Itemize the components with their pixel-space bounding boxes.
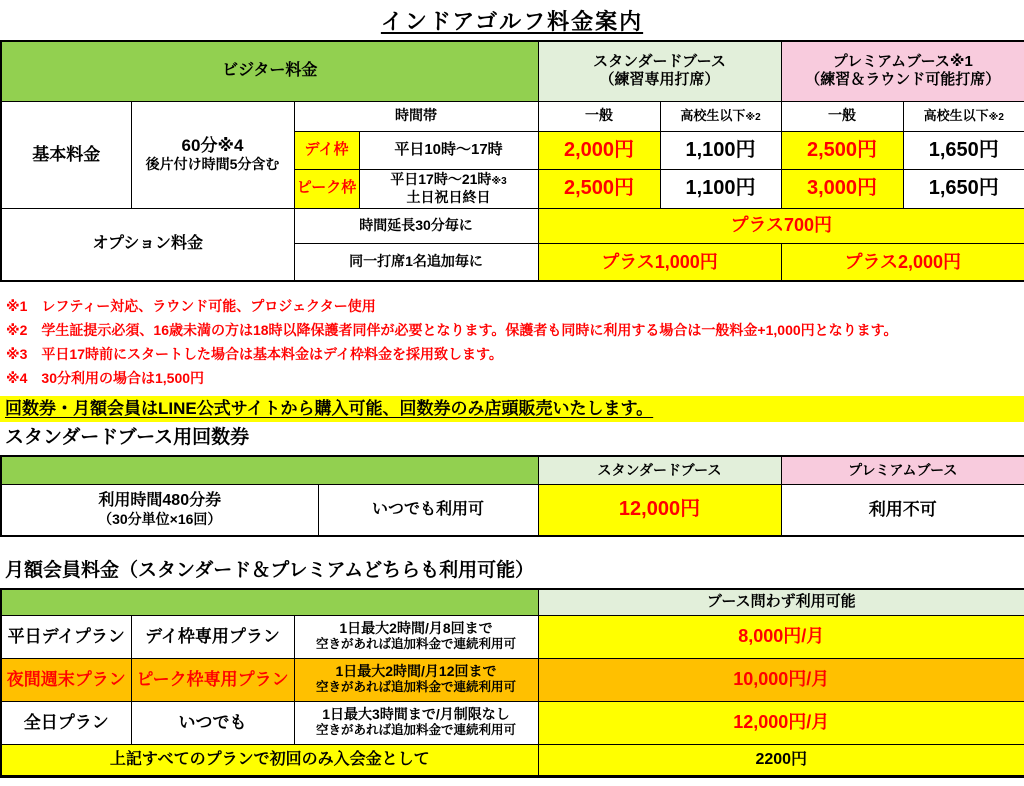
basic-fee-label: 基本料金 (1, 101, 131, 208)
plan-row-all-day (1, 701, 1024, 744)
plan-price: 10,000円/月 (538, 658, 1024, 701)
ticket-book-table (0, 455, 1024, 537)
option-fee-label: オプション料金 (1, 208, 294, 281)
ticket-name-cell (1, 484, 318, 536)
std-general-header: 一般 (538, 101, 660, 131)
extra-person-label: 同一打席1名追加毎に (294, 243, 538, 281)
prm-general-header: 一般 (781, 101, 903, 131)
day-prm-general-price: 2,500円 (781, 131, 903, 169)
premium-booth-header (781, 41, 1024, 101)
premium-booth-title: プレミアムブース※1 (832, 52, 973, 70)
day-slot-label: デイ枠 (294, 131, 359, 169)
footnote-1: ※1 レフティー対応、ラウンド可能、プロジェクター使用 (6, 298, 376, 314)
footnote-2: ※2 学生証提示必須、16歳未満の方は18時以降保護者同伴が必要となります。保護者も同時に利用する場合は一般料金+1,000円となります。 (6, 322, 898, 338)
day-prm-student-price: 1,650円 (903, 131, 1024, 169)
ticket-premium-header: プレミアムブース (781, 456, 1024, 484)
enrollment-fee-label: 上記すべてのプランで初回のみ入会金として (1, 744, 538, 776)
plan-type: ピーク枠専用プラン (131, 658, 294, 701)
plan-name: 全日プラン (1, 701, 131, 744)
ticket-availability: いつでも利用可 (318, 484, 538, 536)
prm-student-header: 高校生以下※2 (903, 101, 1024, 131)
ticket-premium-price: 利用不可 (781, 484, 1024, 536)
basic-duration-note: 後片付け時間5分含む (145, 156, 280, 173)
plan-name: 平日デイプラン (1, 615, 131, 658)
ticket-name-sub: （30分単位×16回） (98, 511, 222, 527)
std-student-header: 高校生以下※2 (660, 101, 781, 131)
plan-limit-cell: 1日最大3時間まで/月制限なし 空きがあれば追加料金で連続利用可 (294, 701, 538, 744)
extension-label: 時間延長30分毎に (294, 208, 538, 243)
standard-booth-subtitle: （練習専用打席） (599, 71, 720, 89)
ticket-header-spacer (1, 456, 538, 484)
plan-row-night-weekend (1, 658, 1024, 701)
standard-booth-header (538, 41, 781, 101)
purchase-info-banner: 回数券・月額会員はLINE公式サイトから購入可能、回数券のみ店頭販売いたします。 (0, 396, 1024, 422)
plan-type: いつでも (131, 701, 294, 744)
monthly-booth-header: ブース問わず利用可能 (538, 589, 1024, 615)
peak-prm-general-price: 3,000円 (781, 169, 903, 208)
ticket-name: 利用時間480分券 (98, 492, 222, 509)
peak-slot-label: ピーク枠 (294, 169, 359, 208)
peak-prm-student-price: 1,650円 (903, 169, 1024, 208)
basic-duration-cell (131, 101, 294, 208)
extra-person-std-price: プラス1,000円 (538, 243, 781, 281)
visitor-fee-header: ビジター料金 (1, 41, 538, 101)
plan-type: デイ枠専用プラン (131, 615, 294, 658)
day-std-student-price: 1,100円 (660, 131, 781, 169)
extension-price: プラス700円 (538, 208, 1024, 243)
plan-price: 12,000円/月 (538, 701, 1024, 744)
premium-booth-subtitle: （練習＆ラウンド可能打席） (805, 71, 1001, 89)
day-std-general-price: 2,000円 (538, 131, 660, 169)
standard-booth-title: スタンダードブース (593, 52, 726, 70)
ticket-standard-price: 12,000円 (538, 484, 781, 536)
plan-limit-cell: 1日最大2時間/月8回まで 空きがあれば追加料金で連続利用可 (294, 615, 538, 658)
peak-std-student-price: 1,100円 (660, 169, 781, 208)
peak-std-general-price: 2,500円 (538, 169, 660, 208)
plan-limit-cell: 1日最大2時間/月12回まで 空きがあれば追加料金で連続利用可 (294, 658, 538, 701)
visitor-price-table (0, 40, 1024, 282)
monthly-header-spacer (1, 589, 538, 615)
footnote-3: ※3 平日17時前にスタートした場合は基本料金はデイ枠料金を採用致します。 (6, 346, 503, 362)
peak-slot-time: 平日17時～21時※3 土日祝日終日 (359, 169, 538, 208)
footnotes (6, 294, 1024, 390)
monthly-section-heading: 月額会員料金（スタンダード＆プレミアムどちらも利用可能） (5, 560, 535, 581)
plan-price: 8,000円/月 (538, 615, 1024, 658)
footnote-4: ※4 30分利用の場合は1,500円 (6, 370, 205, 386)
extra-person-prm-price: プラス2,000円 (781, 243, 1024, 281)
basic-duration: 60分※4 (181, 136, 244, 156)
ticket-section-heading: スタンダードブース用回数券 (5, 427, 250, 448)
page-title: インドアゴルフ料金案内 (380, 9, 644, 34)
day-slot-time: 平日10時～17時 (359, 131, 538, 169)
monthly-plan-table (0, 588, 1024, 778)
plan-row-weekday-day (1, 615, 1024, 658)
ticket-standard-header: スタンダードブース (538, 456, 781, 484)
time-slot-header: 時間帯 (294, 101, 538, 131)
enrollment-fee-price: 2200円 (538, 744, 1024, 776)
plan-name: 夜間週末プラン (1, 658, 131, 701)
page (0, 5, 1024, 786)
